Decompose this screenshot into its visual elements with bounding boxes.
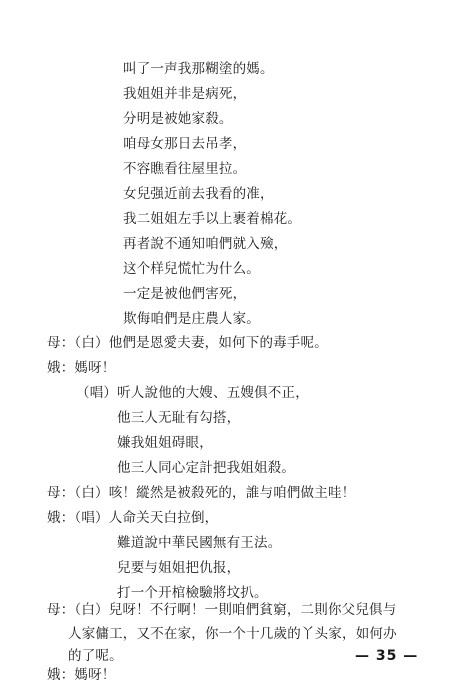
text-line: 一定是被他們害死，: [123, 286, 247, 302]
text-line: 人家傭工，又不在家，你一个十几歲的丫头家，如何办: [68, 626, 397, 642]
text-line: 母：（白）他們是恩愛夫妻，如何下的毒手呢。: [47, 335, 328, 351]
text-line: 母：（白）兒呀！不行啊！一則咱們貧窮，二則你父兒俱与: [47, 602, 397, 618]
text-line: 他三人同心定計把我姐姐殺。: [117, 460, 296, 476]
text-line: 的了呢。: [68, 648, 123, 664]
text-line: 再者說不通知咱們就入殮，: [123, 236, 288, 252]
text-line: （唱）听人說他的大嫂、五嫂俱不正，: [76, 385, 309, 401]
text-line: 这个样兒慌忙为什么。: [123, 261, 260, 277]
text-line: 他三人无耻有勾搭，: [117, 410, 241, 426]
text-line: 母：（白）咳！縱然是被殺死的，誰与咱們做主哇！: [47, 485, 356, 501]
text-line: 咱母女那日去吊孝，: [123, 136, 247, 152]
text-line: 女兒强近前去我看的准，: [123, 186, 274, 202]
text-line: 叫了一声我那糊塗的媽。: [123, 61, 274, 77]
text-line: 打一个开棺檢驗將坟扒。: [117, 585, 268, 601]
text-line: 娥：媽呀！: [47, 667, 116, 683]
text-line: 不容瞧看往屋里拉。: [123, 161, 247, 177]
text-line: 難道說中華民國無有王法。: [117, 535, 282, 551]
text-line: 我姐姐并非是病死，: [123, 86, 247, 102]
text-line: 欺侮咱們是庄農人家。: [123, 311, 260, 327]
text-line: 分明是被她家殺。: [123, 111, 233, 127]
text-line: 嫌我姐姐碍眼，: [117, 435, 213, 451]
text-line: 娥：（唱）人命关天白拉倒，: [47, 510, 219, 526]
text-line: 兒要与姐姐把仇报，: [117, 560, 241, 576]
page-number: — 35 —: [355, 648, 419, 664]
text-line: 娥：媽呀！: [47, 360, 116, 376]
text-line: 我二姐姐左手以上裹着棉花。: [123, 211, 302, 227]
